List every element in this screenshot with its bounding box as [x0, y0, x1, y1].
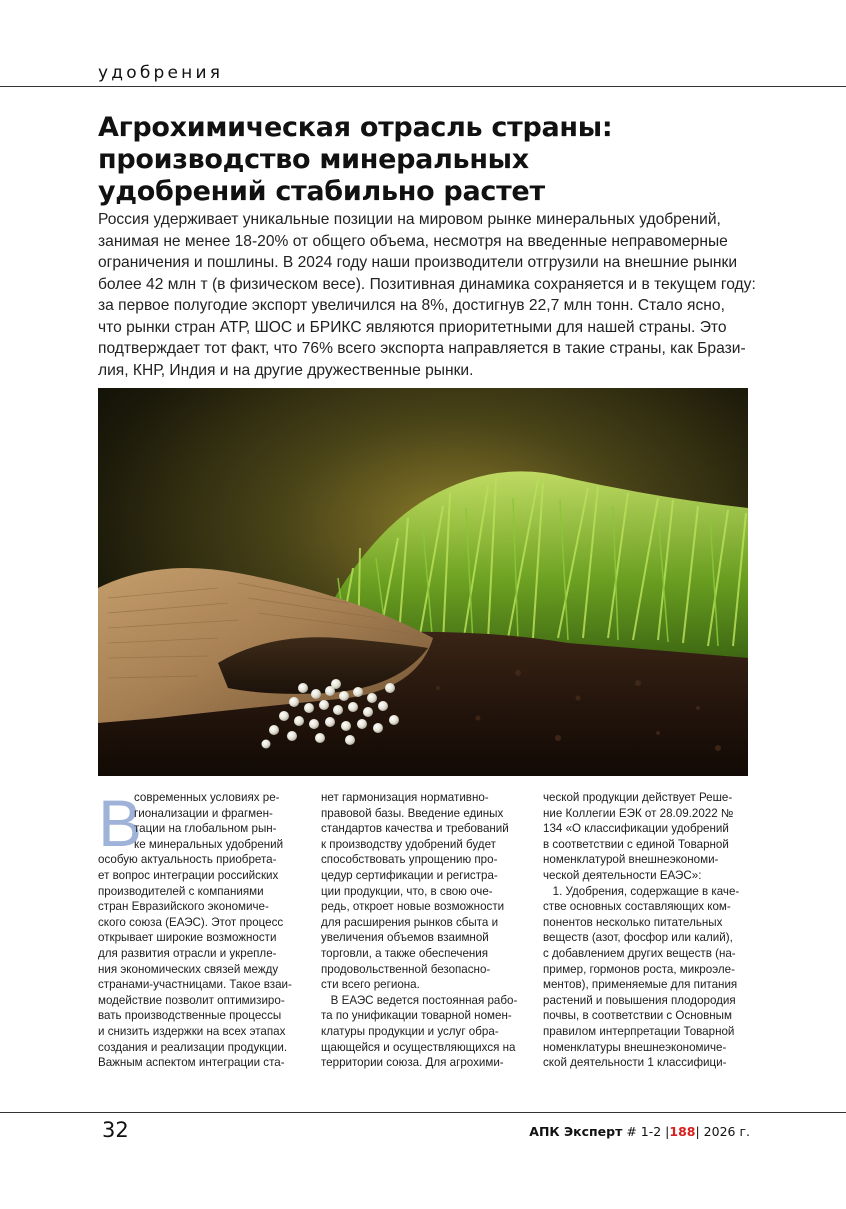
column-line: ет вопрос интеграции российских — [98, 868, 279, 882]
column-line: стандартов качества и требований — [321, 822, 509, 836]
column-line: территории союза. Для агрохими- — [321, 1056, 504, 1070]
column-line: способствовать упрощению про- — [321, 853, 498, 867]
column-line: стве основных составляющих ком- — [543, 900, 731, 914]
column-line: создания и реализации продукции. — [98, 1040, 288, 1054]
column-line: щающейся и осуществляющихся на — [321, 1040, 516, 1054]
column-line: ческой деятельности ЕАЭС»: — [543, 868, 702, 882]
column-line: с добавлением других веществ (на- — [543, 946, 736, 960]
column-line: странами-участницами. Такое взаи- — [98, 978, 292, 992]
column-line: 134 «О классификации удобрений — [543, 822, 729, 836]
column-line: ментов), применяемые для питания — [543, 978, 738, 992]
column-line: ской деятельности 1 классифици- — [543, 1056, 727, 1070]
column-line: ке минеральных удобрений — [134, 837, 284, 851]
article-column-1 — [98, 786, 304, 1071]
column-line: правилом интерпретации Товарной — [543, 1024, 735, 1038]
column-line: редь, откроет новые возможности — [321, 900, 505, 914]
column-line: веществ (азот, фосфор или калий), — [543, 931, 733, 945]
column-line: торговли, а также обеспечения — [321, 946, 489, 960]
column-line: правовой базы. Введение единых — [321, 806, 504, 820]
column-line: открывает широкие возможности — [98, 931, 277, 945]
lead-line: более 42 млн т (в физическом весе). Позитивная динамика сохраняется и в текущем году: — [98, 275, 756, 293]
bottom-divider — [0, 1112, 846, 1113]
column-line: ского союза (ЕАЭС). Этот процесс — [98, 915, 284, 929]
article-column-2 — [321, 790, 527, 1071]
issue-suffix: | 2026 г. — [695, 1124, 750, 1139]
headline-line: удобрений стабильно растет — [98, 176, 545, 207]
column-line: ческой продукции действует Реше- — [543, 791, 733, 804]
column-line: современных условиях ре- — [134, 791, 280, 804]
issue-prefix: # 1-2 | — [622, 1124, 670, 1139]
column-line: клатуры продукции и услуг обра- — [321, 1024, 499, 1038]
page-number: 32 — [102, 1118, 129, 1142]
lead-line: что рынки стран АТР, ШОС и БРИКС являются приоритетными для нашей страны. Это — [98, 318, 727, 336]
column-line: модействие позволит оптимизиро- — [98, 993, 285, 1007]
top-divider — [0, 86, 846, 87]
lead-line: Россия удерживает уникальные позиции на мировом рынке минеральных удобрений, — [98, 211, 721, 228]
column-line: пример, гормонов роста, микроэле- — [543, 962, 735, 976]
lead-line: за первое полугодие экспорт увеличился на 8%, достигнув 22,7 млн тонн. Стало ясно, — [98, 297, 725, 314]
column-line: для расширения рынков сбыта и — [321, 915, 499, 929]
column-line: нет гармонизация нормативно- — [321, 791, 489, 804]
drop-cap: В — [98, 786, 143, 860]
column-line: номенклатуры внешнеэкономиче- — [543, 1040, 727, 1054]
section-label: удобрения — [98, 63, 224, 83]
column-line: ции продукции, что, в свою оче- — [321, 884, 493, 898]
column-line: 1. Удобрения, содержащие в каче- — [543, 884, 740, 898]
article-lead — [98, 209, 758, 381]
column-line: ния экономических связей между — [98, 962, 279, 976]
lead-line: подтверждает тот факт, что 76% всего экспорта направляется в такие страны, как Брази- — [98, 340, 746, 357]
lead-line: ограничения и пошлины. В 2024 году наши производители отгрузили на внешние рынки — [98, 254, 738, 271]
column-line: почвы, в соответствии с Основным — [543, 1009, 732, 1023]
article-column-3 — [543, 790, 749, 1071]
headline-line: Агрохимическая отрасль страны: — [98, 112, 613, 143]
headline-line: производство минеральных — [98, 144, 529, 175]
lead-line: занимая не менее 18-20% от общего объема, несмотря на введенные неправомерные — [98, 232, 728, 250]
column-line: вать производственные процессы — [98, 1009, 282, 1023]
column-line: номенклатурой внешнеэкономи- — [543, 853, 719, 867]
column-line: и снизить издержки на всех этапах — [98, 1024, 286, 1038]
column-line: в соответствии с единой Товарной — [543, 837, 729, 851]
column-line: растений и повышения плодородия — [543, 993, 736, 1007]
column-line: тации на глобальном рын- — [134, 822, 277, 836]
column-line: сти всего региона. — [321, 978, 420, 992]
column-line: к производству удобрений будет — [321, 837, 496, 851]
fertilizer-photo — [98, 388, 748, 776]
column-line: понентов несколько питательных — [543, 915, 723, 929]
magazine-footer — [529, 1124, 750, 1139]
column-line: В ЕАЭС ведется постоянная рабо- — [321, 993, 518, 1007]
column-line: Важным аспектом интеграции ста- — [98, 1056, 285, 1070]
column-line: цедур сертификации и регистра- — [321, 868, 498, 882]
column-line: ние Коллегии ЕЭК от 28.09.2022 № — [543, 806, 734, 820]
column-line: гионализации и фрагмен- — [134, 806, 273, 820]
column-line: производителей с компаниями — [98, 884, 264, 898]
issue-number: 188 — [669, 1124, 696, 1139]
magazine-name: АПК Эксперт — [529, 1124, 623, 1139]
lead-line: лия, КНР, Индия и на другие дружественные рынки. — [98, 361, 474, 379]
column-line: стран Евразийского экономиче- — [98, 900, 269, 914]
column-line: для развития отрасли и укрепле- — [98, 946, 277, 960]
column-line: та по унификации товарной номен- — [321, 1009, 512, 1023]
column-line: особую актуальность приобрета- — [98, 853, 277, 867]
column-line: продовольственной безопасно- — [321, 962, 491, 976]
article-headline — [98, 112, 758, 208]
column-line: увеличения объемов взаимной — [321, 931, 489, 945]
